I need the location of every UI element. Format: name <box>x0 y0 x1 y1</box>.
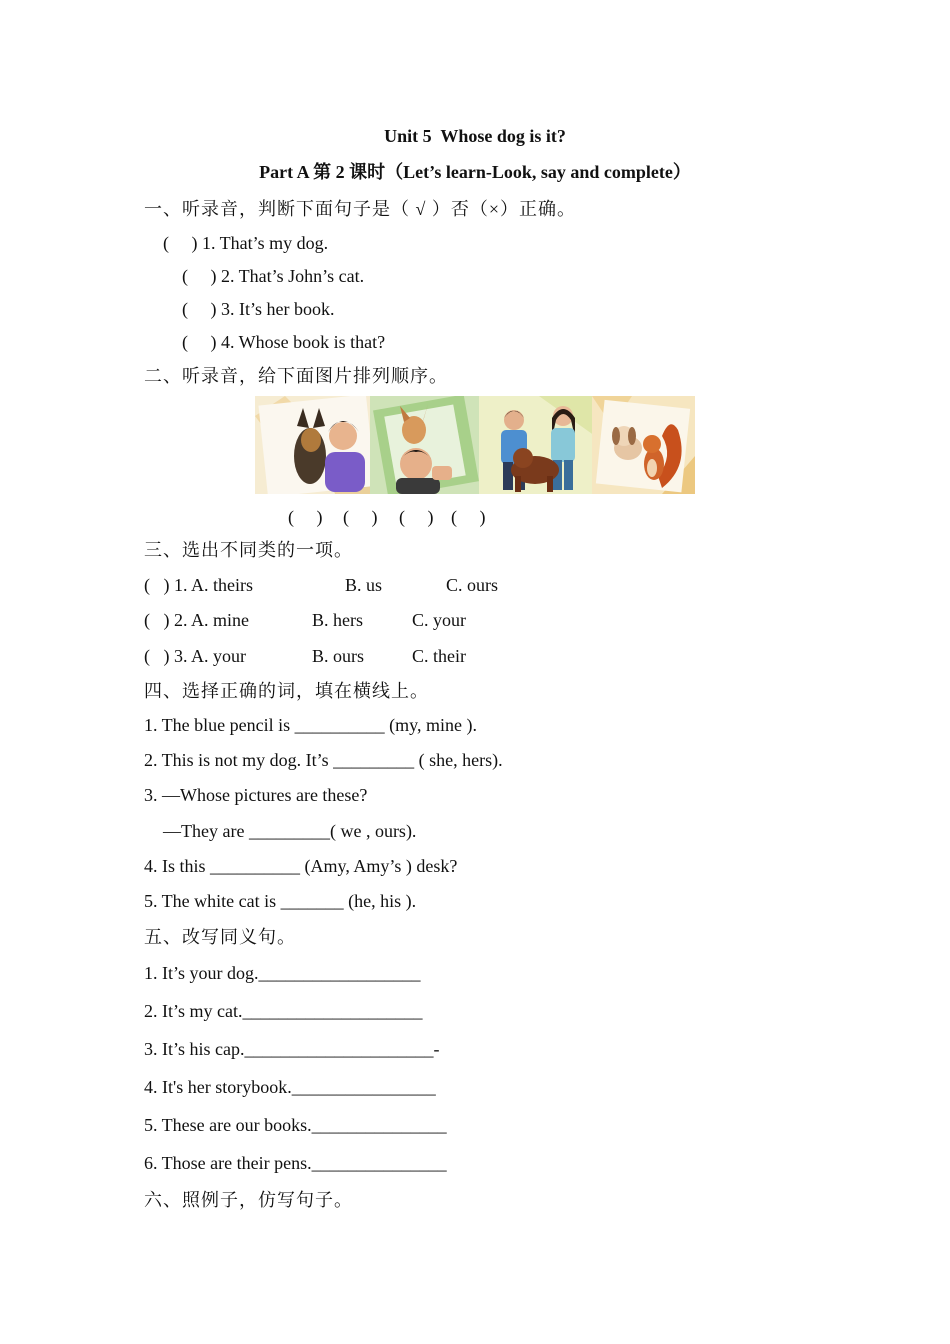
section4-heading: 四、选择正确的词，填在横线上。 <box>144 681 429 701</box>
fill-blank-item: 5. The white cat is _______ (he, his ). <box>144 891 417 911</box>
page-subtitle: Part A 第 2 课时（Let’s learn-Look, say and complete） <box>259 162 691 182</box>
section5-heading: 五、改写同义句。 <box>144 927 296 947</box>
choice-option-c: C. ours <box>446 575 499 595</box>
rewrite-item: 1. It’s your dog.__________________ <box>144 963 421 983</box>
choice-option-b: B. hers <box>312 610 363 630</box>
section1-item: ( ) 2. That’s John’s cat. <box>182 266 365 286</box>
fill-blank-item: —They are _________( we , ours). <box>163 821 417 841</box>
choice-option-b: B. ours <box>312 646 365 666</box>
rewrite-item: 2. It’s my cat.____________________ <box>144 1001 423 1021</box>
section1-item: ( ) 4. Whose book is that? <box>182 332 386 352</box>
section1-item: ( ) 3. It’s her book. <box>182 299 335 319</box>
boy-with-puppy-icon <box>370 396 480 494</box>
picture-order-blank[interactable]: ( ) <box>451 507 486 527</box>
rewrite-item: 6. Those are their pens._______________ <box>144 1153 447 1173</box>
choice-option-b: B. us <box>345 575 383 595</box>
rewrite-item: 4. It's her storybook.________________ <box>144 1077 436 1097</box>
page-title: Unit 5 Whose dog is it? <box>384 126 566 146</box>
section1-item: ( ) 1. That’s my dog. <box>163 233 329 253</box>
boy-with-dog-icon <box>255 396 376 494</box>
choice-item: ( ) 1. A. theirs <box>144 575 253 595</box>
picture-order-blank[interactable]: ( ) <box>343 507 378 527</box>
fill-blank-item: 1. The blue pencil is __________ (my, mine ). <box>144 715 477 735</box>
choice-item: ( ) 2. A. mine <box>144 610 249 630</box>
fill-blank-item: 4. Is this __________ (Amy, Amy’s ) desk? <box>144 856 458 876</box>
choice-item: ( ) 3. A. your <box>144 646 246 666</box>
section6-heading: 六、照例子，仿写句子。 <box>144 1190 353 1210</box>
picture-order-blank[interactable]: ( ) <box>399 507 434 527</box>
section3-heading: 三、选出不同类的一项。 <box>144 540 353 560</box>
fill-blank-item: 3. —Whose pictures are these? <box>144 785 368 805</box>
dog-and-squirrel-icon <box>592 396 695 494</box>
choice-option-c: C. your <box>412 610 466 630</box>
fill-blank-item: 2. This is not my dog. It’s _________ ( she, hers). <box>144 750 503 770</box>
section1-heading: 一、听录音，判断下面句子是（ √ ）否（×）正确。 <box>144 199 577 219</box>
section2-heading: 二、听录音，给下面图片排列顺序。 <box>144 366 448 386</box>
choice-option-c: C. their <box>412 646 466 666</box>
rewrite-item: 5. These are our books._______________ <box>144 1115 447 1135</box>
rewrite-item: 3. It’s his cap._____________________- <box>144 1039 440 1059</box>
picture-order-blank[interactable]: ( ) <box>288 507 323 527</box>
couple-with-dog-icon <box>479 396 595 494</box>
